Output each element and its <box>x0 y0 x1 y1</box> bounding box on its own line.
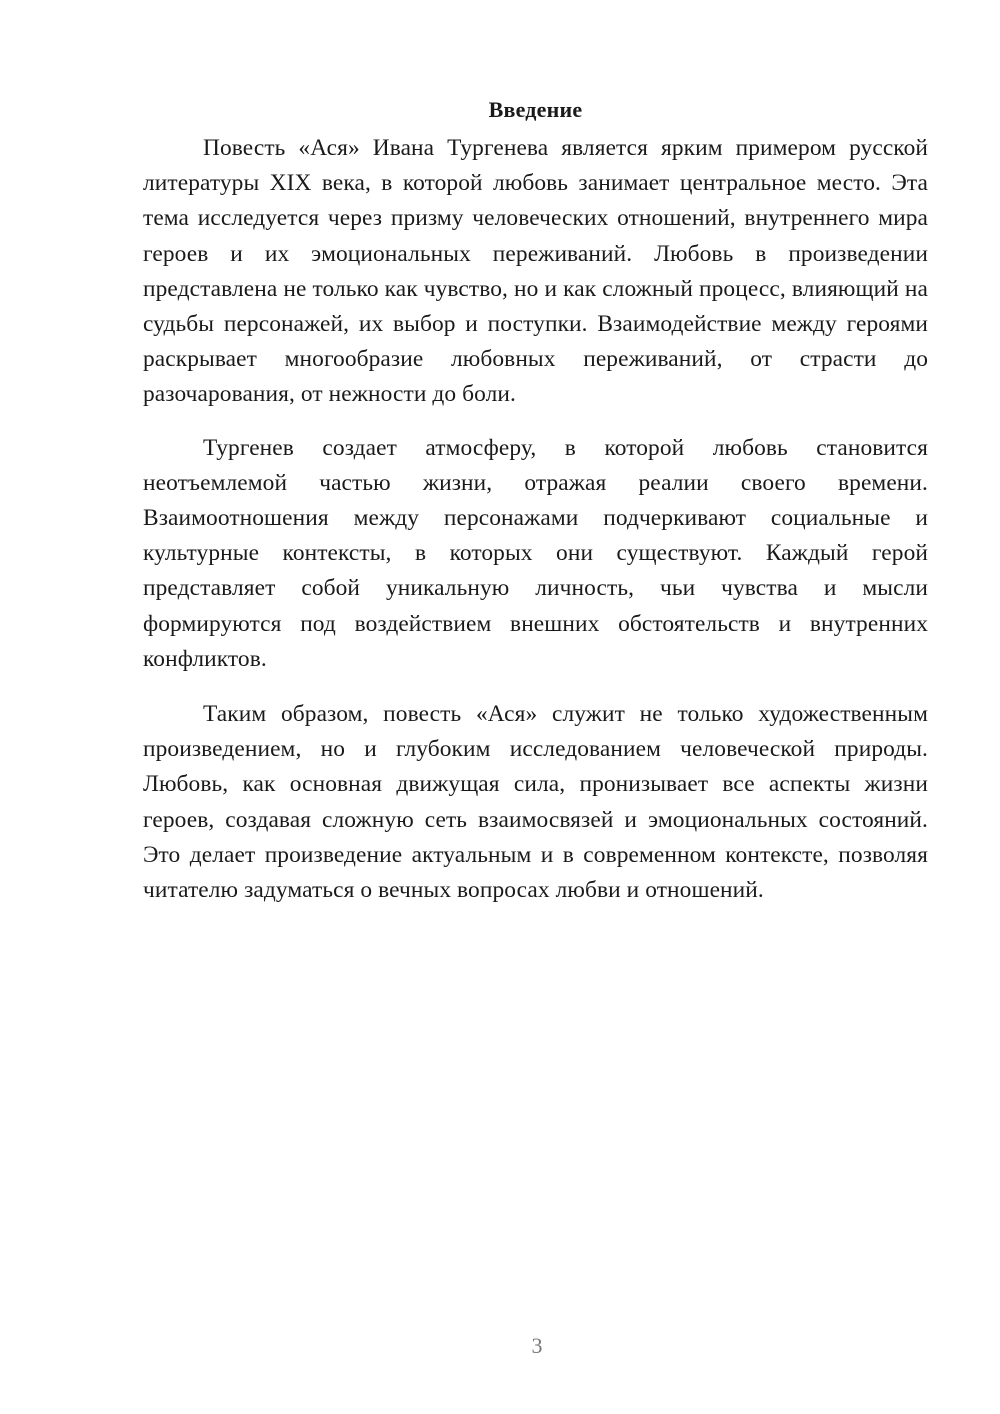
page-number: 3 <box>531 1333 543 1358</box>
section-heading: Введение <box>488 97 583 122</box>
paragraph-1: Повесть «Ася» Ивана Тургенева является ярким примером русской литературы XIX века, в которой любовь занимает центральное место. Эта тема исследуется через призму человеческих отношений, внутреннего мира героев и их эмоциональных переживаний. Любовь в произведении представлена не только как чувство, но и как сложный процесс, влияющий на судьбы персонажей, их выбор и поступки. Взаимодействие между героями раскрывает многообразие любовных переживаний, от страсти до разочарования, от нежности до боли. <box>143 135 928 408</box>
paragraph-3: Таким образом, повесть «Ася» служит не только художественным произведением, но и глубоким исследованием человеческой природы. Любовь, как основная движущая сила, пронизывает все аспекты жизни героев, создавая сложную сеть взаимосвязей и эмоциональных состояний. Это делает произведение актуальным и в современном контексте, позволяя читателю задуматься о вечных вопросах любви и отношений. <box>143 701 928 904</box>
page-content <box>143 95 928 908</box>
paragraph-2: Тургенев создает атмосферу, в которой любовь становится неотъемлемой частью жизни, отражая реалии своего времени. Взаимоотношения между персонажами подчеркивают социальные и культурные контексты, в которых они существуют. Каждый герой представляет собой уникальную личность, чьи чувства и мысли формируются под воздействием внешних обстоятельств и внутренних конфликтов. <box>143 434 928 672</box>
